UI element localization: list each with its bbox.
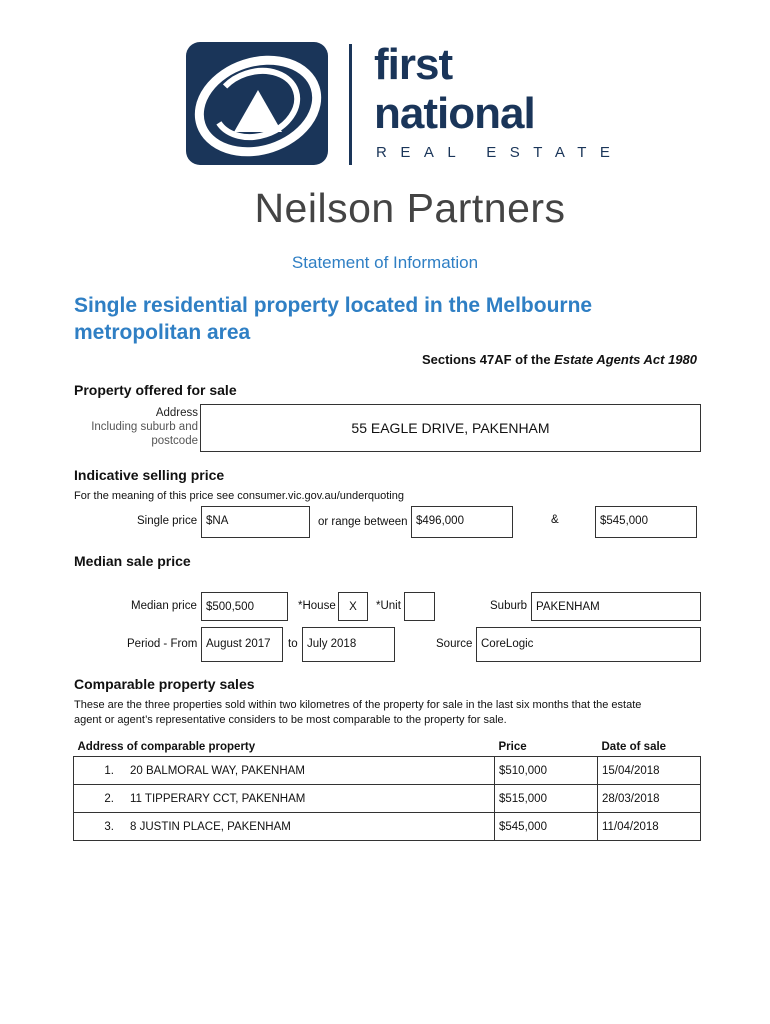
median-heading: Median sale price xyxy=(74,553,191,569)
office-name: Neilson Partners xyxy=(254,185,566,231)
property-heading: Property offered for sale xyxy=(74,382,237,398)
source-field[interactable]: CoreLogic xyxy=(476,627,701,662)
act-name: Estate Agents Act 1980 xyxy=(554,352,697,367)
row-date: 28/03/2018 xyxy=(598,785,701,813)
act-reference xyxy=(422,352,697,367)
page-title-line1: Single residential property located in the Melbourne xyxy=(74,294,593,317)
row-price: $545,000 xyxy=(495,813,598,841)
address-sublabel-2: postcode xyxy=(151,435,198,447)
row-number: 2. xyxy=(74,785,119,813)
range-high-field[interactable]: $545,000 xyxy=(595,506,697,538)
table-row xyxy=(74,785,701,813)
statement-title: Statement of Information xyxy=(291,253,479,272)
row-number: 3. xyxy=(74,813,119,841)
single-price-label: Single price xyxy=(137,515,198,527)
brand-real-estate: REAL ESTATE xyxy=(376,144,624,161)
row-price: $515,000 xyxy=(495,785,598,813)
page-title-line2: metropolitan area xyxy=(74,321,251,344)
row-address: 11 TIPPERARY CCT, PAKENHAM xyxy=(118,785,495,813)
period-to-label: to xyxy=(288,638,298,650)
address-label: Address xyxy=(155,407,198,419)
unit-checkbox[interactable] xyxy=(404,592,435,621)
col-address-header: Address of comparable property xyxy=(77,741,256,753)
row-date: 11/04/2018 xyxy=(598,813,701,841)
underquoting-note: For the meaning of this price see consumer.vic.gov.au/underquoting xyxy=(74,490,404,502)
suburb-label: Suburb xyxy=(490,600,528,612)
row-price: $510,000 xyxy=(495,757,598,785)
period-from-label: Period - From xyxy=(127,638,198,650)
unit-label: *Unit xyxy=(376,600,401,612)
col-date-header: Date of sale xyxy=(601,741,667,753)
row-number: 1. xyxy=(74,757,119,785)
house-checkbox[interactable]: X xyxy=(338,592,368,621)
logo-divider xyxy=(349,44,352,165)
brand-logo-mark xyxy=(186,42,328,165)
brand-national: national xyxy=(374,89,535,138)
table-row xyxy=(74,757,701,785)
address-field[interactable]: 55 EAGLE DRIVE, PAKENHAM xyxy=(200,404,701,452)
period-from-field[interactable]: August 2017 xyxy=(201,627,283,662)
table-row xyxy=(74,813,701,841)
range-ampersand: & xyxy=(551,514,559,526)
col-price-header: Price xyxy=(498,741,527,753)
brand-first: first xyxy=(374,40,453,89)
house-label: *House xyxy=(298,600,336,612)
single-price-field[interactable]: $NA xyxy=(201,506,310,538)
comparable-description-line2: agent or agent’s representative considers to be most comparable to the property for sale. xyxy=(74,714,507,726)
median-price-field[interactable]: $500,500 xyxy=(201,592,288,621)
range-label: or range between xyxy=(318,516,408,528)
house-triangle-icon xyxy=(186,42,328,165)
page-title xyxy=(74,292,714,346)
period-to-field[interactable]: July 2018 xyxy=(302,627,395,662)
row-address: 20 BALMORAL WAY, PAKENHAM xyxy=(118,757,495,785)
median-price-label: Median price xyxy=(131,600,197,612)
comparable-description-line1: These are the three properties sold within two kilometres of the property for sale in the last six months that the estate xyxy=(74,699,642,711)
range-low-field[interactable]: $496,000 xyxy=(411,506,513,538)
act-reference-prefix: Sections 47AF of the xyxy=(421,352,551,367)
table-header-row xyxy=(74,738,701,757)
source-label: Source xyxy=(436,638,473,650)
comparable-table xyxy=(73,738,701,841)
row-date: 15/04/2018 xyxy=(598,757,701,785)
comparable-description xyxy=(74,698,714,728)
address-sublabel-1: Including suburb and xyxy=(91,421,198,433)
suburb-field[interactable]: PAKENHAM xyxy=(531,592,701,621)
address-label-group xyxy=(74,406,198,448)
comparable-heading: Comparable property sales xyxy=(74,676,255,692)
indicative-heading: Indicative selling price xyxy=(74,467,225,483)
row-address: 8 JUSTIN PLACE, PAKENHAM xyxy=(118,813,495,841)
